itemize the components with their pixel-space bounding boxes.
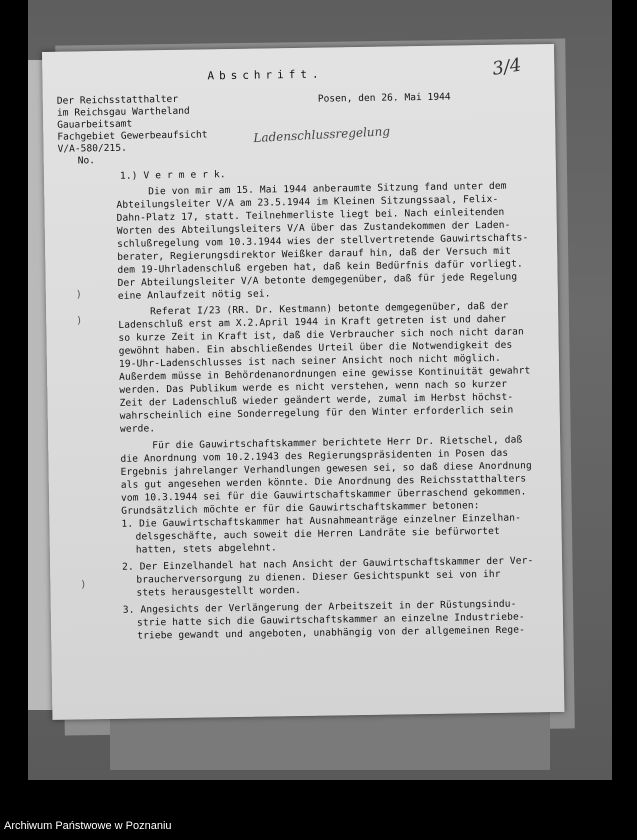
text-line: Außerdem müsse in Behördenanordnungen eine gewisse Kontinuität gewahrt: [119, 365, 531, 383]
text-line: Ladenschluß erst am X.2.April 1944 in Kraft getreten ist und daher: [118, 313, 507, 331]
archive-credit: Archiwum Państwowe w Poznaniu: [4, 820, 172, 832]
list-item-continuation: delsgeschäfte, auch soweit die Herren Landräte sie befürwortet: [135, 525, 500, 543]
list-item: 3. Angesichts der Verlängerung der Arbeitszeit in der Rüstungsindu-: [122, 598, 517, 616]
text-line: als gut angesehen werden könnte. Die Anordnung des Reichsstatthalters: [120, 473, 527, 491]
sender-line: No.: [77, 155, 96, 167]
text-line: werde.: [119, 423, 156, 435]
sender-line: im Reichsgau Wartheland: [56, 105, 190, 119]
text-line: die Anordnung vom 10.2.1943 des Regierungspräsidenten in Posen das: [120, 447, 509, 465]
text-line: Ergebnis jahrelanger Verhandlungen gewesen sei, so daß diese Anordnung: [120, 460, 532, 478]
margin-mark: ): [75, 289, 82, 301]
list-item-continuation: strie hatte sich die Gauwirtschaftskammer an einzelne Industriebe-: [136, 611, 525, 629]
document-page: [42, 44, 564, 720]
text-line: 19-Uhr-Ladenschlusses ist nach seiner Ansicht noch nicht möglich.: [118, 352, 501, 370]
text-line: dem 19-Uhrladenschluß ergeben hat, daß kein Bedürfnis dafür vorliegt.: [117, 258, 523, 276]
document-title: Abschrift.: [207, 67, 324, 83]
list-item-continuation: triebe gewandt und angeboten, unabhängig von der allgemeinen Rege-: [137, 624, 526, 642]
text-line: Abteilungsleiter V/A am 23.5.1944 im Kleinen Sitzungssaal, Felix-: [116, 193, 499, 211]
margin-mark: ): [80, 579, 87, 591]
text-line: Die von mir am 15. Mai 1944 anberaumte Sitzung fand unter dem: [148, 180, 507, 198]
document-date: Posen, den 26. Mai 1944: [317, 91, 451, 105]
text-line: Grundsätzlich möchte er für die Gauwirtschaftskammer betonen:: [121, 500, 480, 517]
handwritten-subject: Ladenschlussregelung: [253, 124, 391, 146]
text-line: gewöhnt haben. Ein abschließendes Urteil über die Notwendigkeit des: [118, 339, 513, 357]
list-item-continuation: braucherversorgung zu dienen. Dieser Gesichtspunkt sei von ihr: [136, 568, 501, 586]
text-line: wahrscheinlich eine Sonderregelung für den Winter erforderlich sein: [119, 404, 514, 422]
sender-line: V/A-580/215.: [57, 142, 127, 155]
text-line: Der Abteilungsleiter V/A betonte demgegenüber, daß für jede Regelung: [117, 271, 518, 289]
text-line: Für die Gauwirtschaftskammer berichtete Herr Dr. Rietschel, daß: [152, 434, 523, 452]
margin-mark: ): [76, 315, 83, 327]
list-item-continuation: stets herausgestellt worden.: [136, 584, 302, 599]
list-item-continuation: hatten, stets abgelehnt.: [135, 542, 277, 556]
heading-vermerk: 1.) V e r m e r k.: [119, 169, 226, 182]
list-item: 1. Die Gauwirtschaftskammer hat Ausnahmeanträge einzelner Einzelhan-: [121, 512, 522, 530]
sender-line: Fachgebiet Gewerbeaufsicht: [57, 129, 208, 143]
text-line: Worten des Abteilungsleiters V/A über das Zustandekommen der Laden-: [116, 219, 511, 237]
text-line: vom 10.3.1944 sei für die Gauwirtschaftskammer überraschend gekommen.: [120, 486, 527, 504]
handwritten-page-mark: 3/4: [490, 54, 523, 80]
text-line: eine Anlaufzeit nötig sei.: [117, 288, 271, 302]
text-line: Referat I/23 (RR. Dr. Kestmann) betonte demgegenüber, daß der: [150, 300, 509, 318]
list-item: 2. Der Einzelhandel hat nach Ansicht der Gauwirtschaftskammer der Ver-: [122, 555, 534, 573]
text-line: Zeit der Ladenschluß wieder geändert werde, zumal im Herbst höchst-: [119, 391, 514, 409]
sender-line: Gauarbeitsamt: [57, 118, 133, 131]
sender-line: Der Reichsstatthalter: [56, 93, 179, 107]
text-line: berater, Regierungsdirektor Weißker darauf hin, daß der Versuch mit: [117, 245, 511, 263]
text-line: werden. Das Publikum werde es nicht verstehen, wenn nach so kurzer: [119, 378, 508, 396]
footer-bar: [0, 796, 637, 840]
text-line: so kurze Zeit in Kraft ist, daß die Verbraucher sich noch nicht daran: [118, 326, 524, 344]
text-line: Dahn-Platz 17, statt. Teilnehmerliste liegt bei. Nach einleitenden: [116, 206, 505, 224]
text-line: schlußregelung vom 10.3.1944 wies der stellvertretende Gauwirtschafts-: [116, 232, 529, 250]
